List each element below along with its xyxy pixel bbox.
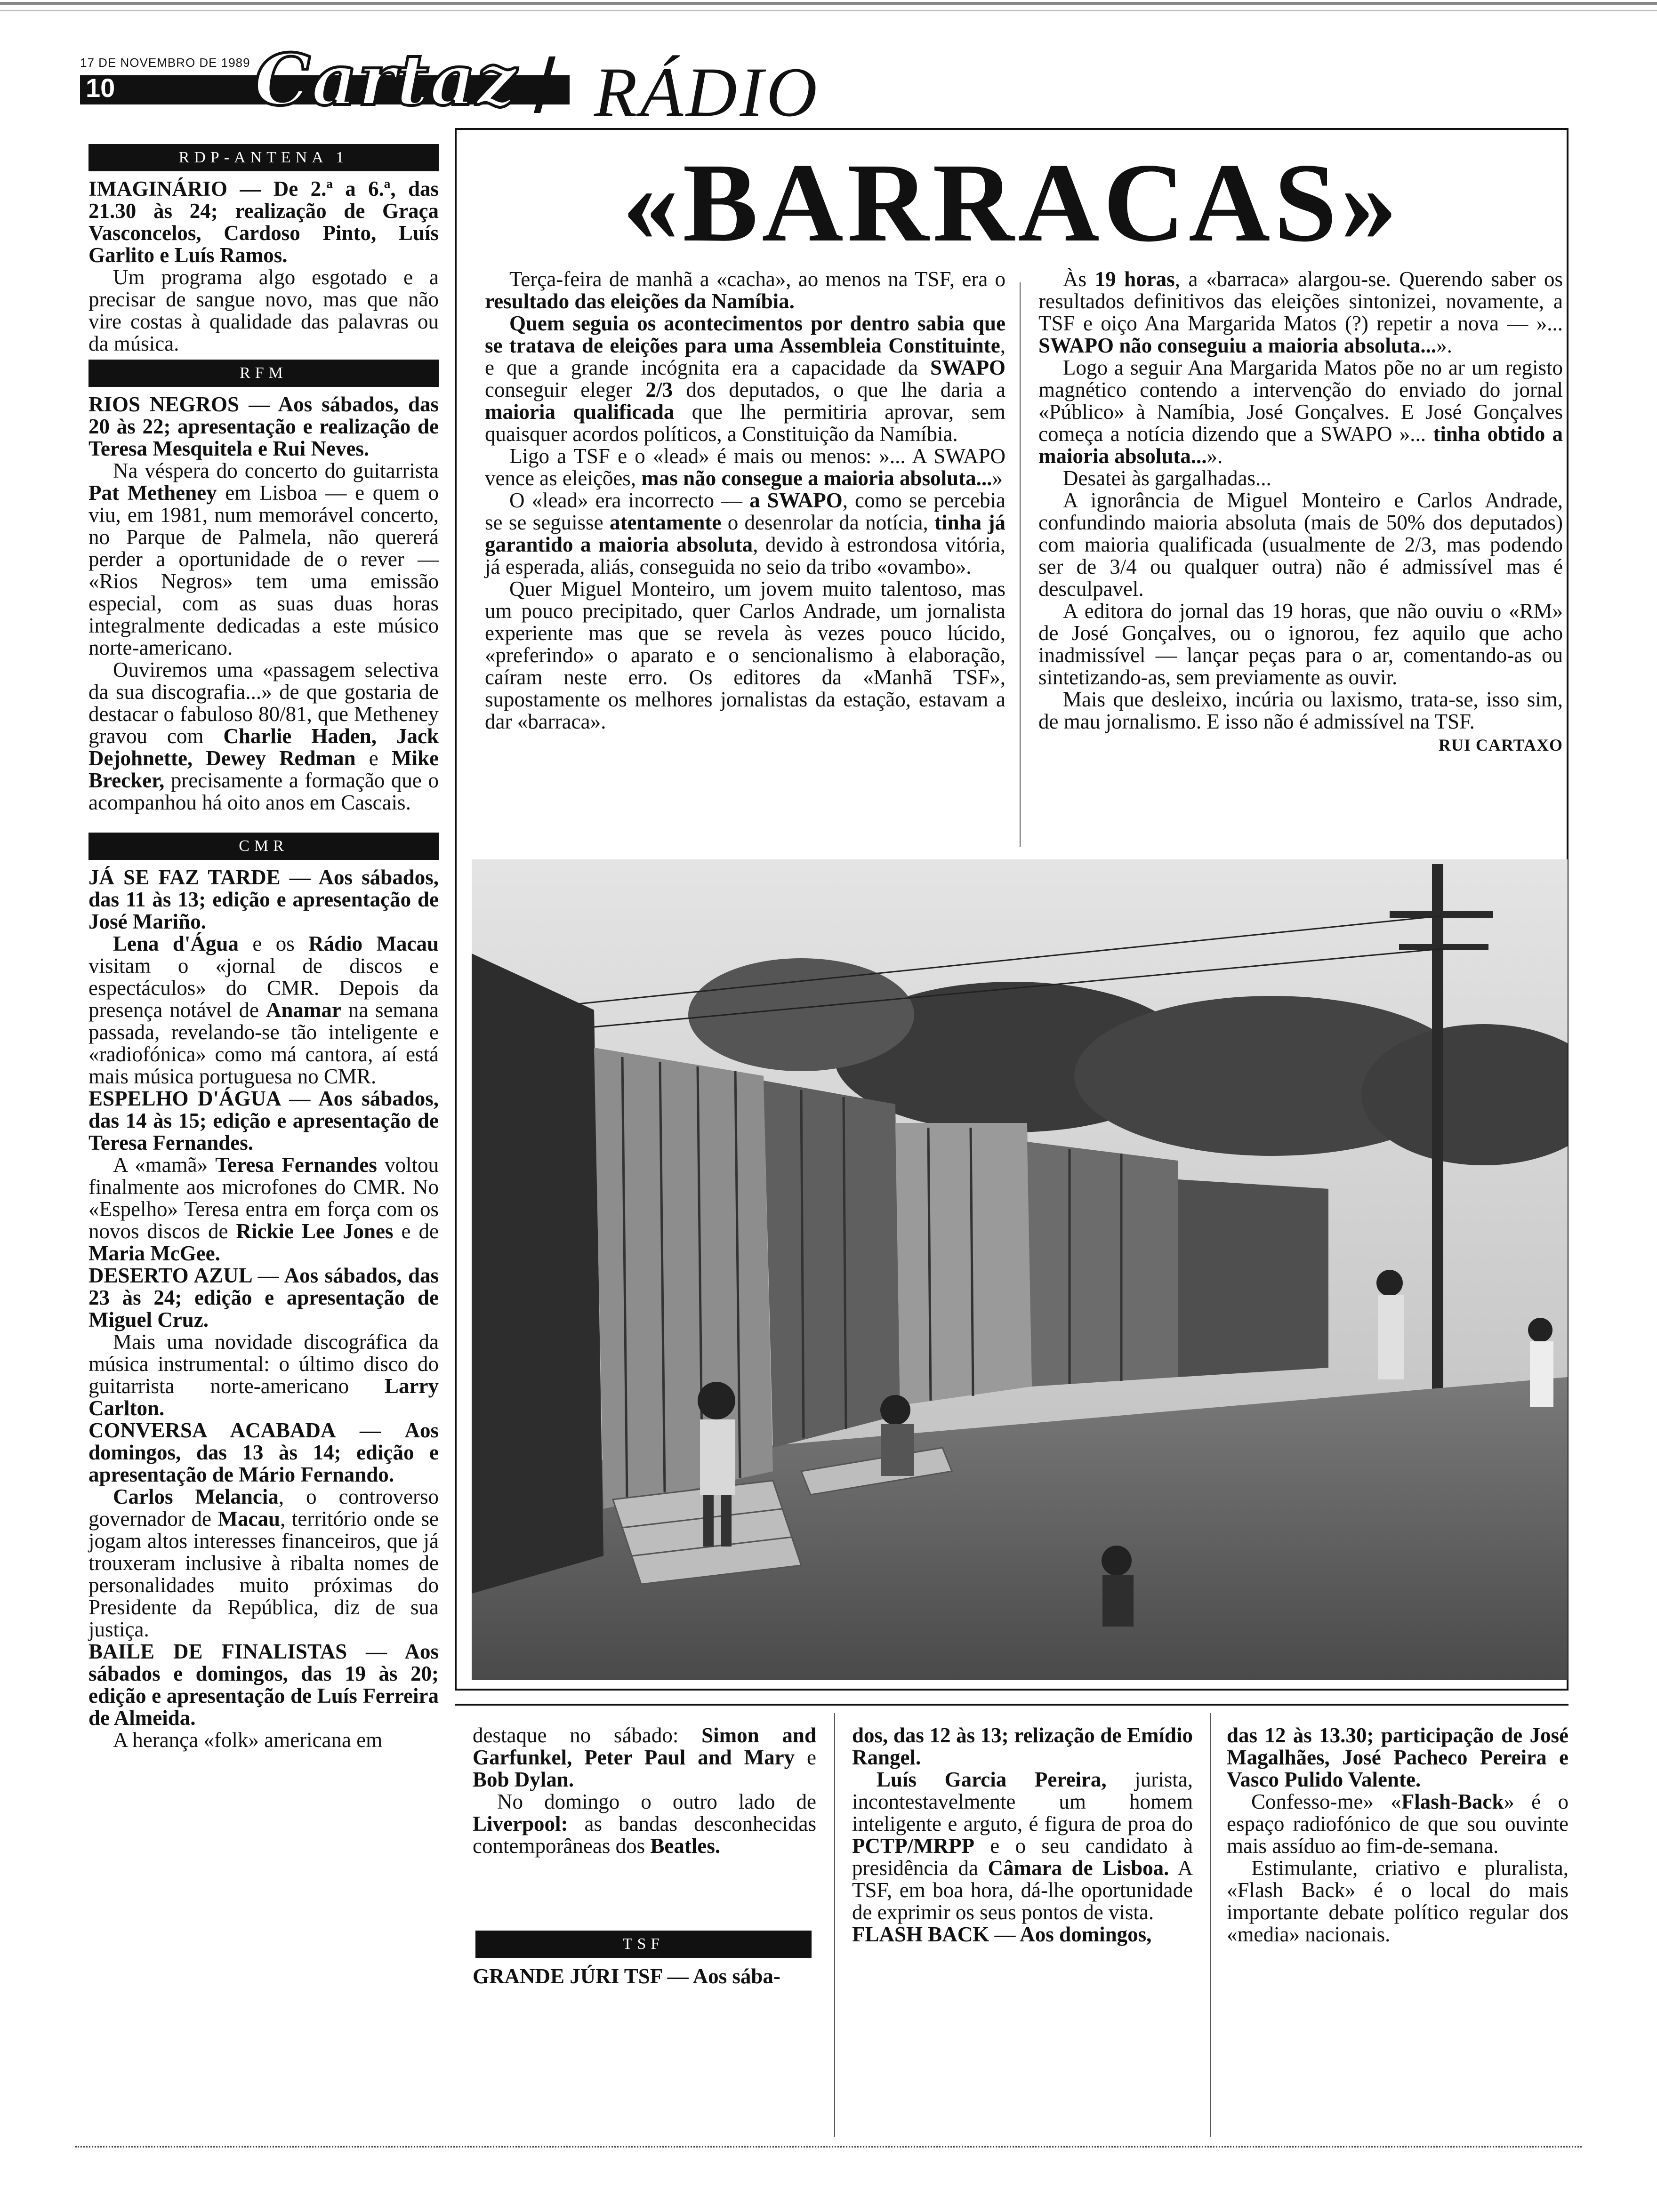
shantytown-photo — [472, 859, 1568, 1680]
bottom-column-2 — [852, 1724, 1193, 1946]
article-paragraph: A ignorância de Miguel Monteiro e Carlos Andrade, confundindo maioria absoluta (mais de 50% dos deputados) com maioria qualificada (usualmente de 2/3, mas podendo ser de 3/4 ou qualquer outra) não é admissível mas é desculpavel. — [1038, 489, 1563, 601]
page-number: 10 — [86, 73, 115, 103]
issue-date: 17 DE NOVEMBRO DE 1989 — [80, 56, 250, 70]
listings-column — [88, 139, 439, 1751]
program-text: Luís Garcia Pereira, jurista, incontestavelmente um homem inteligente e arguto, é figura de proa do PCTP/MRPP e o seu candidato à presidência da Câmara de Lisboa. A TSF, em boa hora, dá-lhe oportunidade de exprimir os seus pontos de vista. — [852, 1768, 1193, 1924]
column-rule — [834, 1713, 835, 2137]
program-heading: CONVERSA ACABADA — Aos domingos, das 13 às 14; edição e apresentação de Mário Fernando. — [88, 1419, 439, 1486]
program-heading: das 12 às 13.30; participação de José Magalhães, José Pacheco Pereira e Vasco Pulido Valente. — [1227, 1723, 1569, 1791]
article-paragraph: Logo a seguir Ana Margarida Matos põe no ar um registo magnético contendo a intervenção do enviado do jornal «Público» à Namíbia, José Gonçalves. E José Gonçalves começa a notícia dizendo que a SWAPO »... tinha obtido a maioria absoluta...». — [1038, 356, 1563, 468]
article-paragraph: Às 19 horas, a «barraca» alargou-se. Querendo saber os resultados definitivos das eleições sintonizei, novamente, a TSF e oiço Ana Margarida Matos (?) repetir a nova — »... SWAPO não conseguiu a maioria absoluta...». — [1038, 267, 1563, 357]
article-paragraph: O «lead» era incorrecto — a SWAPO, como se percebia se se seguisse atentamente o desenrolar da notícia, tinha já garantido a maioria absoluta, devido à estrondosa vitória, já esperada, aliás, conseguida no seio da tribo «ovambo». — [485, 489, 1005, 578]
program-heading: IMAGINÁRIO — De 2.ª a 6.ª, das 21.30 às 24; realização de Graça Vasconcelos, Cardoso Pinto, Luís Garlito e Luís Ramos. — [88, 177, 439, 267]
bottom-rule — [455, 1704, 1569, 1706]
article-paragraph: Desatei às gargalhadas... — [1063, 466, 1271, 490]
article-column-1 — [485, 268, 1005, 733]
article-byline: RUI CARTAXO — [1438, 736, 1563, 754]
program-heading: ESPELHO D'ÁGUA — Aos sábados, das 14 às 15; edição e apresentação de Teresa Fernandes. — [88, 1087, 439, 1154]
program-text: Mais uma novidade discográfica da música instrumental: o último disco do guitarrista norte-americano Larry Carlton. — [88, 1330, 439, 1420]
article-paragraph: Terça-feira de manhã a «cacha», ao menos na TSF, era o resultado das eleições da Namíbia. — [485, 267, 1005, 313]
program-heading: FLASH BACK — Aos domingos, — [852, 1923, 1152, 1946]
article-paragraph: Quer Miguel Monteiro, um jovem muito talentoso, mas um pouco precipitado, quer Carlos Andrade, um jornalista experiente mas que se revela às vezes pouco lúcido, «preferindo» o aparato e o sencionalismo à elaboração, caíram neste erro. Os editores da «Manhã TSF», supostamente os melhores jornalistas da estação, estavam a dar «barraca». — [485, 577, 1005, 733]
bottom-column-3 — [1227, 1724, 1569, 1946]
program-text: Um programa algo esgotado e a precisar de sangue novo, mas que não vire costas à qualidade das palavras ou da música. — [88, 265, 439, 355]
station-bar-rfm: RFM — [88, 360, 439, 387]
article-paragraph: Quem seguia os acontecimentos por dentro sabia que se tratava de eleições para uma Assembleia Constituinte, e que a grande incógnita era a capacidade da SWAPO conseguir eleger 2/3 dos deputados, o que lhe daria a maioria qualificada que lhe permitiria aprovar, sem quaisquer acordos políticos, a Constituição da Namíbia. — [485, 312, 1005, 446]
program-text: Carlos Melancia, o controverso governador de Macau, território onde se jogam altos interesses financeiros, que já trouxeram inclusive à ribalta nomes de personalidades muito próximas do Presidente da República, diz de sua justiça. — [88, 1485, 439, 1641]
program-text: A herança «folk» americana em — [113, 1728, 383, 1752]
column-rule — [1020, 282, 1021, 847]
station-bar-rdp: RDP-ANTENA 1 — [88, 144, 439, 171]
program-text: A «mamã» Teresa Fernandes voltou finalmente aos microfones do CMR. No «Espelho» Teresa entra em força com os novos discos de Rickie Lee Jones e de Maria McGee. — [88, 1153, 439, 1265]
column-rule — [1210, 1713, 1211, 2137]
program-text: Confesso-me» «Flash-Back» é o espaço radiofónico de que sou ouvinte mais assíduo ao fim-de-semana. — [1227, 1790, 1569, 1858]
station-bar-tsf: TSF — [475, 1931, 812, 1958]
page-top-edge-thin — [0, 10, 1657, 11]
article-paragraph: A editora do jornal das 19 horas, que não ouviu o «RM» de José Gonçalves, ou o ignorou, fez aquilo que acho inadmissível — lançar peças para o ar, comentando-as ou sintetizando-as, sem previamente as ouvir. — [1038, 599, 1563, 689]
section-title: RÁDIO — [594, 53, 820, 131]
bottom-column-1 — [473, 1724, 816, 1857]
article-column-2 — [1038, 268, 1563, 757]
program-heading: DESERTO AZUL — Aos sábados, das 23 às 24; edição e apresentação de Miguel Cruz. — [88, 1264, 439, 1331]
program-heading: BAILE DE FINALISTAS — Aos sábados e domingos, das 19 às 20; edição e apresentação de Luís Ferreira de Almeida. — [88, 1640, 439, 1730]
program-text: Lena d'Água e os Rádio Macau visitam o «jornal de discos e espectáculos» do CMR. Depois da presença notável de Anamar na semana passada, revelando-se tão inteligente e «radiofónica» como má cantora, aí está mais música portuguesa no CMR. — [88, 932, 439, 1088]
station-bar-cmr: CMR — [88, 833, 439, 860]
program-heading: RIOS NEGROS — Aos sábados, das 20 às 22; apresentação e realização de Teresa Mesquitela e Rui Neves. — [88, 393, 439, 460]
program-heading: GRANDE JÚRI TSF — Aos sába- — [473, 1964, 780, 1988]
program-text: Ouviremos uma «passagem selectiva da sua discografia...» de que gostaria de destacar o fabuloso 80/81, que Metheney gravou com Charlie Haden, Jack Dejohnette, Dewey Redman e Mike Brecker, precisamente a formação que o acompanhou há oito anos em Cascais. — [88, 658, 439, 814]
program-text: destaque no sábado: Simon and Garfunkel, Peter Paul and Mary e Bob Dylan. — [473, 1723, 816, 1791]
program-text: No domingo o outro lado de Liverpool: as bandas desconhecidas contemporâneas dos Beatles. — [473, 1790, 816, 1858]
cartaz-logo: Cartaz — [254, 39, 518, 121]
article-paragraph: Mais que desleixo, incúria ou laxismo, trata-se, isso sim, de mau jornalismo. E isso não é admissível na TSF. — [1038, 688, 1563, 733]
program-text: Estimulante, criativo e pluralista, «Flash Back» é o local do mais importante debate político regular dos «media» nacionais. — [1227, 1856, 1569, 1946]
article-headline: «BARRACAS» — [622, 140, 1401, 265]
program-heading: JÁ SE FAZ TARDE — Aos sábados, das 11 às 13; edição e apresentação de José Mariño. — [88, 866, 439, 933]
page-bottom-rule — [75, 2146, 1582, 2148]
photo-image — [472, 859, 1568, 1680]
program-heading: dos, das 12 às 13; relização de Emídio Rangel. — [852, 1723, 1193, 1769]
page-top-edge — [0, 2, 1657, 5]
article-paragraph: Ligo a TSF e o «lead» é mais ou menos: »... A SWAPO vence as eleições, mas não consegue a maioria absoluta...» — [485, 444, 1005, 490]
program-text: Na véspera do concerto do guitarrista Pat Metheney em Lisboa — e quem o viu, em 1981, num memorável concerto, no Parque de Palmela, não quererá perder a oportunidade de o rever — «Rios Negros» tem uma emissão especial, com as suas duas horas integralmente dedicadas a este músico norte-americano. — [88, 459, 439, 659]
